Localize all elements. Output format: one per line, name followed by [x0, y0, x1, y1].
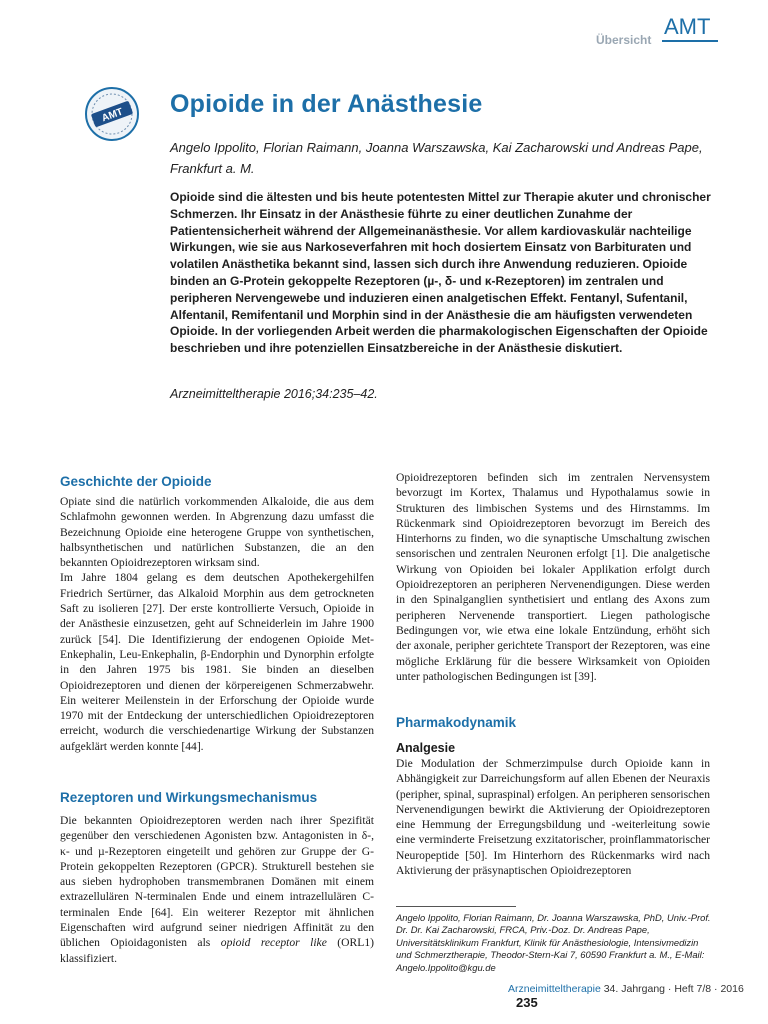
- citation: Arzneimitteltherapie 2016;34:235–42.: [170, 387, 378, 401]
- journal-logo: [84, 86, 140, 142]
- paragraph: [60, 813, 374, 966]
- paragraph: Opiate sind die natürlich vorkommenden Alkaloide, die aus dem Schlafmohn gewonnen werden. In Abgrenzung dazu umfasst die Bezeichnung Opioide eine heterogene Gruppe von synthetischen, halbsynthetischen und natürlichen Substanzen, die an den bekannten Opioidrezeptoren wirksam sind.: [60, 495, 374, 570]
- text-run: Die bekannten Opioidrezeptoren werden nach ihrer Spezifität gegenüber den verschiedenen Agonisten bzw. Antagonisten in δ-, κ- und µ-Rezeptoren eingeteilt und gehören zur Gruppe der G-Protein gekoppelten Rezeptoren (GPCR). Strukturell bestehen sie aus sieben hydrophoben transmembranen Domänen mit einem extrazellulären N-terminalen Ende und einem intrazellulären C-terminalen Ende [64]. Ein weiterer Rezeptor mit ähnlichen Eigenschaften wird aufgrund seiner niedrigen Affinität zu den üblichen Opioidagonisten als: [60, 814, 374, 950]
- journal-brand: AMT: [664, 14, 711, 39]
- authors-location: Frankfurt a. M.: [170, 161, 255, 176]
- article-title: Opioide in der Anästhesie: [170, 90, 483, 118]
- left-column-text: [60, 494, 374, 754]
- author-list: [170, 137, 710, 179]
- text-run: (ORL1) klassifiziert.: [60, 936, 375, 965]
- subheading-analgesia: Analgesie: [396, 741, 456, 755]
- footer-journal: Arzneimitteltherapie: [508, 983, 601, 995]
- left-column-text-2: [60, 813, 374, 966]
- page-footer: [508, 983, 768, 1010]
- header-rule: [662, 40, 718, 42]
- logo-text: AMT: [100, 106, 125, 125]
- section-label: Übersicht: [596, 33, 652, 47]
- heading-receptors: Rezeptoren und Wirkungsmechanismus: [60, 790, 318, 805]
- right-column-text: [396, 470, 710, 684]
- heading-pharmacodynamics: Pharmakodynamik: [396, 715, 517, 730]
- author-affiliation-footnote: Angelo Ippolito, Florian Raimann, Dr. Joanna Warszawska, PhD, Univ.-Prof. Dr. Dr. Kai Zacharowski, FRCA, Priv.-Doz. Dr. Andreas Pape, Universitätsklinikum Frankfurt, Klinik für Anästhesiologie, Intensivmedizin und Schmerztherapie, Theodor-Stern-Kai 7, 60590 Frankfurt a. M., E-Mail: Angelo.Ippolito@kgu.de: [396, 912, 711, 973]
- abstract: Opioide sind die ältesten und bis heute potentesten Mittel zur Therapie akuter und chronischer Schmerzen. Ihr Einsatz in der Anästhesie führte zu einer deutlichen Zunahme der Patientensicherheit während der Allgemeinanästhesie. Vor allem kardiovaskulär nachteilige Wirkungen, wie sie aus Narkoseverfahren mit hoch dosiertem Einsatz von Barbituraten und volatilen Anästhetika bekannt sind, lassen sich durch ihre Anwendung reduzieren. Opioide binden an G-Protein gekoppelte Rezeptoren (µ-, δ- und κ-Rezeptoren) im zentralen und peripheren Nervengewebe und induzieren einen analgetischen Effekt. Fentanyl, Sufentanil, Alfentanil, Remifentanil und Morphin sind in der Anästhesie die am häufigsten verwendeten Opioide. In der vorliegenden Arbeit werden die pharmakologischen Eigenschaften der Opioide beschrieben und ihre potenziellen Einsatzbereiche in der Anästhesie diskutiert.: [170, 190, 711, 356]
- footnote-rule: [396, 906, 516, 907]
- paragraph: Im Jahre 1804 gelang es dem deutschen Apothekergehilfen Friedrich Sertürner, das Alkaloid Morphin aus dem getrockneten Saft zu isolieren [27]. Der erste kontrollierte Versuch, Opioide in der Anästhesie einzusetzen, geht auf Schneiderlein im Jahre 1900 zurück [54]. Die Identifizierung der endogenen Opioide Met-Enkephalin, Leu-Enkephalin, β-Endorphin und Dynorphin erfolgte in den Jahren 1975 bis 1981. Sie binden an dieselben Opioidrezeptoren und dienen der körpereigenen Schmerzabwehr. Ein weiterer Meilenstein in der Erforschung der Opioide wurde 1970 mit der Entdeckung der unterschiedlichen Opioidrezeptoren erreicht, wodurch die verschiedenartige Wirkung der Substanzen aufgeklärt werden konnte [44].: [60, 571, 374, 753]
- paragraph: Die Modulation der Schmerzimpulse durch Opioide kann in Abhängigkeit zur Darreichungsform auf allen Ebenen der Neuraxis (peripher, spinal, supraspinal) erfolgen. An peripheren sensorischen Nervenendigungen bewirkt die Aktivierung der Opioidrezeptoren eine Hemmung der Erregungsbildung und -weiterleitung sowie eine verminderte Freisetzung exzitatorischer, proinflammatorischer Neuropeptide [50]. Im Hinterhorn des Rückenmarks wird nach Aktivierung der präsynaptischen Opioidrezeptoren: [396, 757, 710, 878]
- heading-history: Geschichte der Opioide: [60, 474, 212, 489]
- paragraph: Opioidrezeptoren befinden sich im zentralen Nervensystem bevorzugt im Kortex, Thalamus und Hypothalamus sowie in Strukturen des limbischen Systems und des Hirnstamms. Im Rückenmark sind Opioidrezeptoren bevorzugt im Bereich des Hinterhorns zu finden, wo die synaptische Umschaltung zwischen sensorischen und zentralen Neuronen erfolgt [1]. Die analgetische Wirkung von Opioiden bei lokaler Applikation erfolgt durch Opioidrezeptoren an peripheren Nervenendigungen. Diese werden in den Spinalganglien synthetisiert und entlang des Axons zum peripheren Nervenende transportiert. Liegen pathologische Bedingungen vor, wie etwa eine lokale Entzündung, erhöht sich der axonale, peripher gerichtete Transport der Rezeptoren, was eine mögliche Erklärung für die bessere Wirksamkeit von Opioiden unter pathologischen Bedingungen ist [39].: [396, 471, 710, 683]
- emphasis-term: opioid receptor like: [220, 936, 327, 950]
- right-column-text-2: [396, 756, 710, 878]
- authors-line: Angelo Ippolito, Florian Raimann, Joanna Warszawska, Kai Zacharowski und Andreas Pape,: [170, 140, 703, 155]
- footer-issue: 34. Jahrgang · Heft 7/8 · 2016: [603, 983, 744, 995]
- page-number: 235: [516, 995, 538, 1010]
